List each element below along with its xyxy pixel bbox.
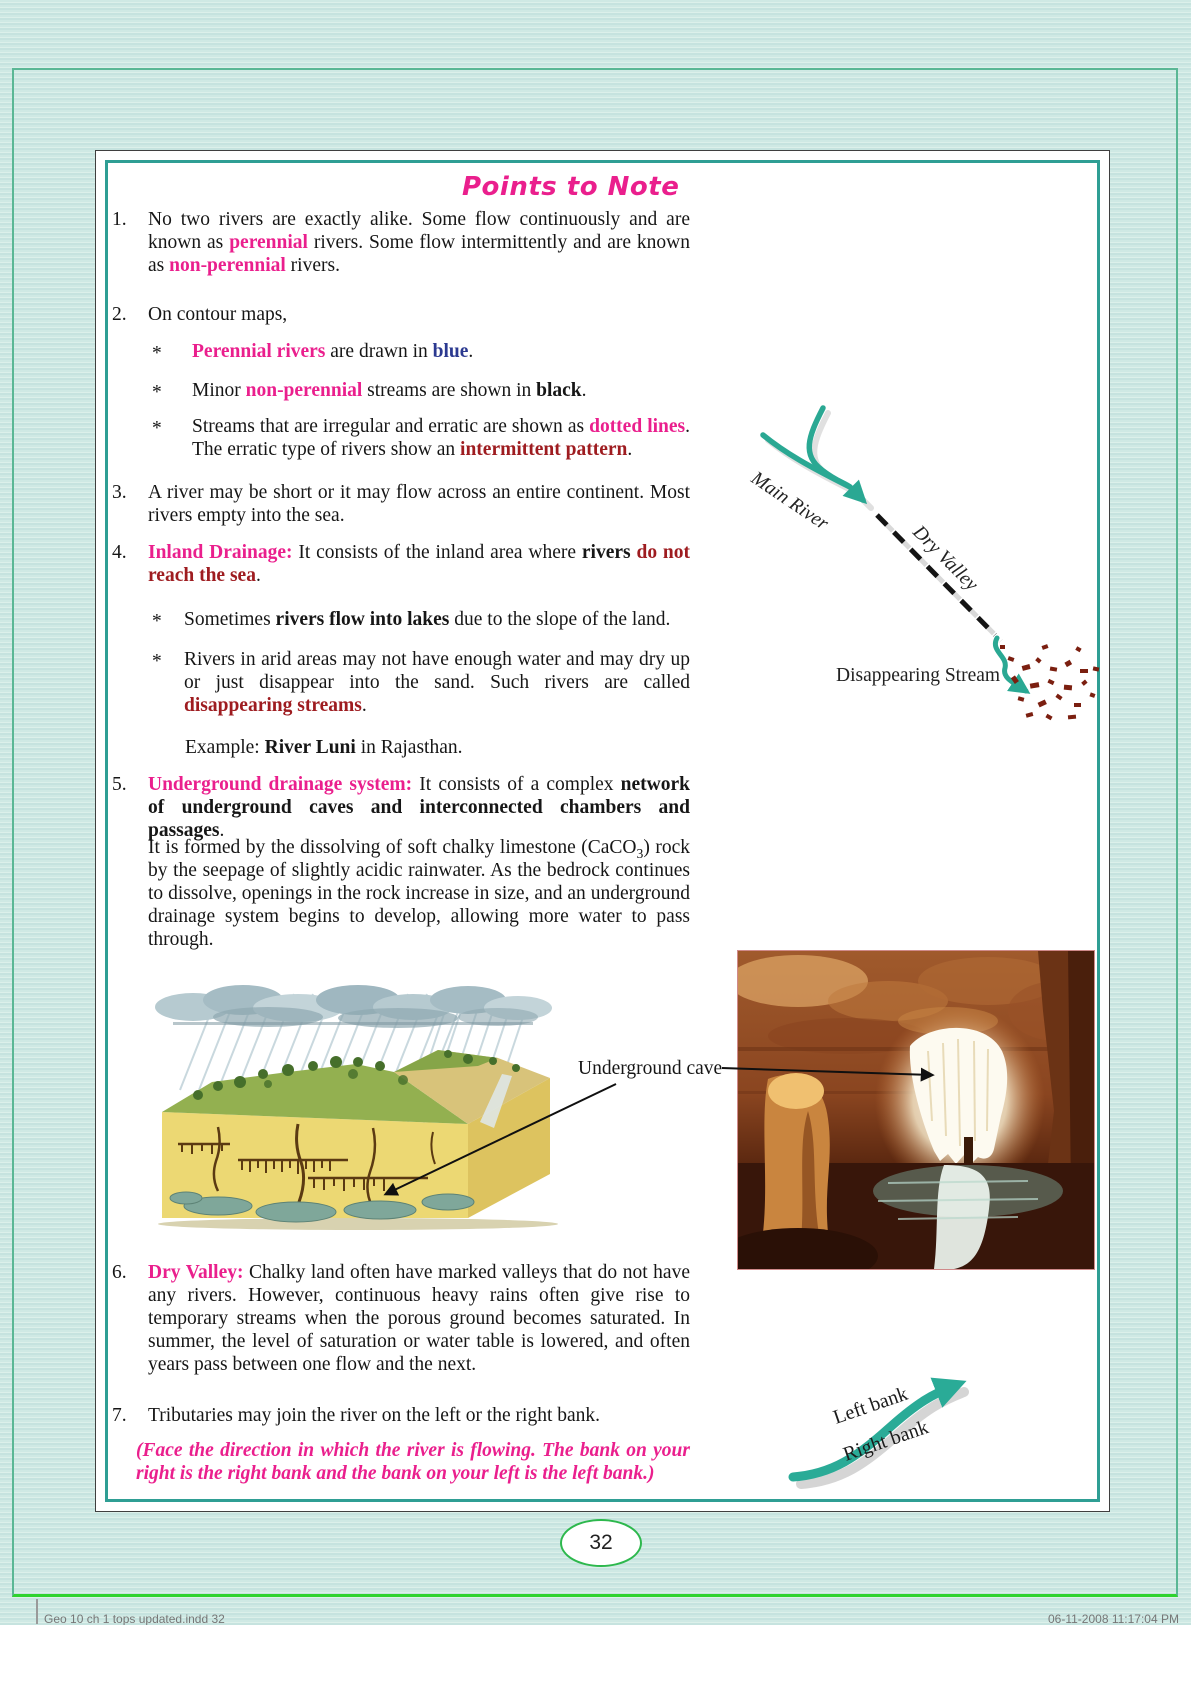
bullet-dotted-lines	[112, 415, 690, 461]
left-bank-label: Left bank	[830, 1382, 911, 1429]
list-item-7	[112, 1404, 690, 1427]
right-bank-label: Right bank	[840, 1416, 932, 1466]
bullet-perennial-blue	[112, 340, 690, 363]
rain-clouds	[155, 985, 552, 1028]
bank-note-italic	[112, 1439, 690, 1485]
item-text: No two rivers are exactly alike. Some flow continuously and are known as perennial rivers. Some flow intermittently and are known as non-perennial rivers.	[148, 209, 691, 276]
item-text: Underground drainage system: It consists of a complex network of underground caves and interconnected chambers and passages.	[148, 774, 690, 841]
bullet-star: *	[152, 651, 162, 672]
item-text: Inland Drainage: It consists of the inland area where rivers do not reach the sea.	[148, 542, 690, 586]
bullet-text: Streams that are irregular and erratic are shown as dotted lines. The erratic type of rivers show an intermittent pattern.	[192, 416, 690, 460]
item-text: On contour maps,	[148, 304, 288, 325]
footer-timestamp: 06-11-2008 11:17:04 PM	[1048, 1612, 1179, 1625]
item-number: 4.	[112, 542, 127, 563]
item-text: A river may be short or it may flow across an entire continent. Most rivers empty into the sea.	[148, 482, 690, 526]
item-text: Dry Valley: Chalky land often have marked valleys that do not have any rivers. However, continuous heavy rains often give rise to temporary streams when the porous ground becomes saturated. In summer, the level of saturation or water table is lowered, and often years pass between one flow and the next.	[148, 1262, 690, 1375]
paragraph-text: It is formed by the dissolving of soft chalky limestone (CaCO$_3$) rock by the seepage of slightly acidic rainwater. As the bedrock continues to dissolve, openings in the rock increase in size, and an underground drainage system begins to develop, allowing more water to pass through.	[148, 837, 690, 950]
disappearing-stream-label: Disappearing Stream	[836, 665, 1001, 686]
list-item-6	[112, 1261, 690, 1376]
underground-cave-label: Underground cave	[578, 1058, 723, 1079]
main-river-label: Main River	[747, 467, 833, 535]
ground-shadow	[158, 1218, 558, 1230]
bank-diagram	[758, 1344, 1002, 1496]
stream-diagram	[690, 375, 1102, 727]
bullet-star: *	[152, 382, 162, 403]
bullet-rivers-into-lakes	[112, 608, 690, 631]
item-number: 2.	[112, 304, 127, 325]
paragraph-limestone	[112, 836, 690, 951]
page-number: 32	[589, 1531, 613, 1554]
item-number: 1.	[112, 209, 127, 230]
silhouette-stalagmite	[964, 1137, 973, 1163]
bullet-star: *	[152, 343, 162, 364]
item-number: 6.	[112, 1262, 127, 1283]
bullet-text: Perennial rivers are drawn in blue.	[192, 341, 474, 362]
cave-pointer-line-right	[722, 1068, 932, 1075]
list-item-5	[112, 773, 690, 842]
list-item-4	[112, 541, 690, 587]
list-item-2	[112, 303, 690, 326]
item-number: 5.	[112, 774, 127, 795]
bullet-star: *	[152, 418, 162, 439]
bullet-text: Sometimes rivers flow into lakes due to the slope of the land.	[184, 609, 671, 630]
cave-pointer-line-left	[386, 1084, 616, 1194]
list-item-3	[112, 481, 690, 527]
bullet-disappearing-streams	[112, 648, 690, 717]
example-text: Example: River Luni in Rajasthan.	[185, 737, 463, 758]
bullet-star: *	[152, 611, 162, 632]
note-text: (Face the direction in which the river is flowing. The bank on your right is the right bank and the bank on your left is the left bank.)	[136, 1440, 690, 1484]
bullet-text: Rivers in arid areas may not have enough water and may dry up or just disappear into the sand. Such rivers are called disappearing streams.	[184, 649, 690, 716]
bullet-text: Minor non-perennial streams are shown in black.	[192, 380, 587, 401]
cave-label-overlay	[370, 1048, 960, 1213]
crop-mark	[36, 1599, 38, 1624]
list-item-1	[112, 208, 690, 277]
example-line	[112, 736, 690, 759]
footer-filename: Geo 10 ch 1 tops updated.indd 32	[44, 1612, 225, 1625]
item-number: 7.	[112, 1405, 127, 1426]
dry-valley-label: Dry Valley	[908, 521, 982, 596]
item-number: 3.	[112, 482, 127, 503]
page-number-badge	[560, 1519, 642, 1567]
stream-sand-dots	[1000, 644, 1099, 720]
bullet-nonperennial-black	[112, 379, 690, 402]
page-title: Points to Note	[462, 172, 680, 202]
item-text: Tributaries may join the river on the left or the right bank.	[148, 1405, 601, 1426]
